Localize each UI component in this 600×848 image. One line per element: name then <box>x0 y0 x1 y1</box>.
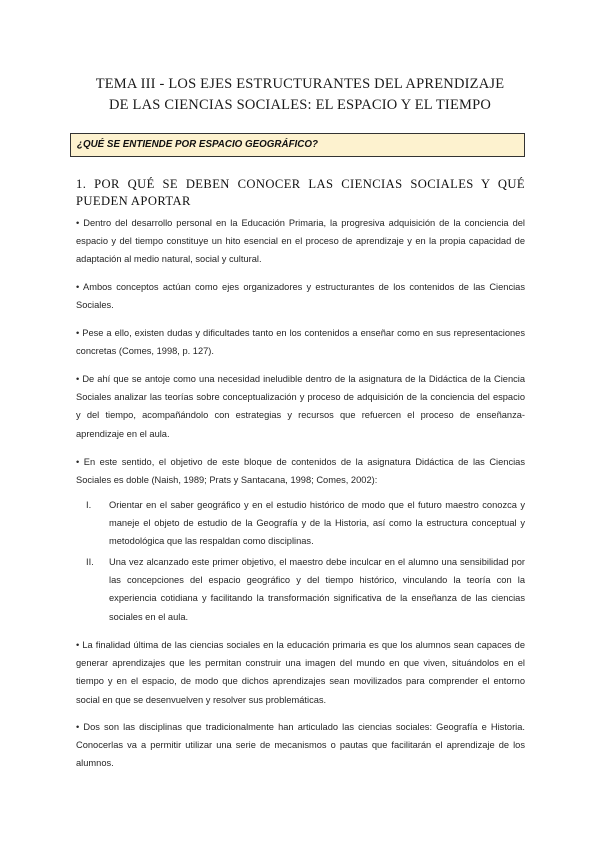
title-line-1: TEMA III - LOS EJES ESTRUCTURANTES DEL APRENDIZAJE <box>95 76 505 92</box>
question-box: ¿QUÉ SE ENTIENDE POR ESPACIO GEOGRÁFICO? <box>70 133 525 157</box>
paragraph-6: • La finalidad última de las ciencias sociales en la educación primaria es que los alumnos sean capaces de generar aprendizajes que les permitan construir una imagen del mundo en que viven, situándolos en el tiempo y en el espacio, de modo que dichos aprendizajes sean movilizados para comprender el entorno social en que se desenvuelven y resolver sus problemáticas. <box>76 640 525 705</box>
paragraph-2: • Ambos conceptos actúan como ejes organizadores y estructurantes de los contenidos de las Ciencias Sociales. <box>76 282 525 311</box>
paragraph-5: • En este sentido, el objetivo de este bloque de contenidos de la asignatura Didáctica de las Ciencias Sociales es doble (Naish, 1989; Prats y Santacana, 1998; Comes, 2002): <box>76 457 525 486</box>
paragraph-1: • Dentro del desarrollo personal en la Educación Primaria, la progresiva adquisición de la conciencia del espacio y del tiempo constituye un hito esencial en el proceso de aprendizaje y en la propia capacidad de adaptación al medio natural, social y cultural. <box>76 218 525 265</box>
list-text: Una vez alcanzado este primer objetivo, el maestro debe inculcar en el alumno una sensibilidad por las concepciones del espacio geográfico y del tiempo histórico, vinculando la teoría con la experiencia cotidiana y facilitando la transformación significativa de la enseñanza de las ciencias sociales en el aula. <box>109 557 525 622</box>
list-number: II. <box>86 557 94 567</box>
paragraph-3: • Pese a ello, existen dudas y dificultades tanto en los contenidos a enseñar como en sus representaciones concretas (Comes, 1998, p. 127). <box>76 328 525 357</box>
list-text: Orientar en el saber geográfico y en el estudio histórico de modo que el futuro maestro conozca y maneje el objeto de estudio de la Geografía y de la Historia, así como la estructura conceptual y metodológica que las respaldan como disciplinas. <box>109 500 525 547</box>
list-number: I. <box>86 500 92 510</box>
document-title <box>70 74 530 116</box>
paragraph-7: • Dos son las disciplinas que tradicionalmente han articulado las ciencias sociales: Geografía e Historia. Conocerlas va a permitir utilizar una serie de mecanismos o pautas que facilitarán el aprendizaje de los alumnos. <box>76 722 525 769</box>
section-heading: 1. POR QUÉ SE DEBEN CONOCER LAS CIENCIAS SOCIALES Y QUÉ PUEDEN APORTAR <box>76 177 525 208</box>
title-line-2: DE LAS CIENCIAS SOCIALES: EL ESPACIO Y EL TIEMPO <box>108 97 492 113</box>
paragraph-4: • De ahí que se antoje como una necesidad ineludible dentro de la asignatura de la Didáctica de la Ciencia Sociales analizar las teorías sobre conceptualización y proceso de adquisición de la conciencia del espacio y del tiempo, acompañándolo con estrategias y recursos que refuercen el proceso de enseñanza-aprendizaje en el aula. <box>76 374 525 439</box>
